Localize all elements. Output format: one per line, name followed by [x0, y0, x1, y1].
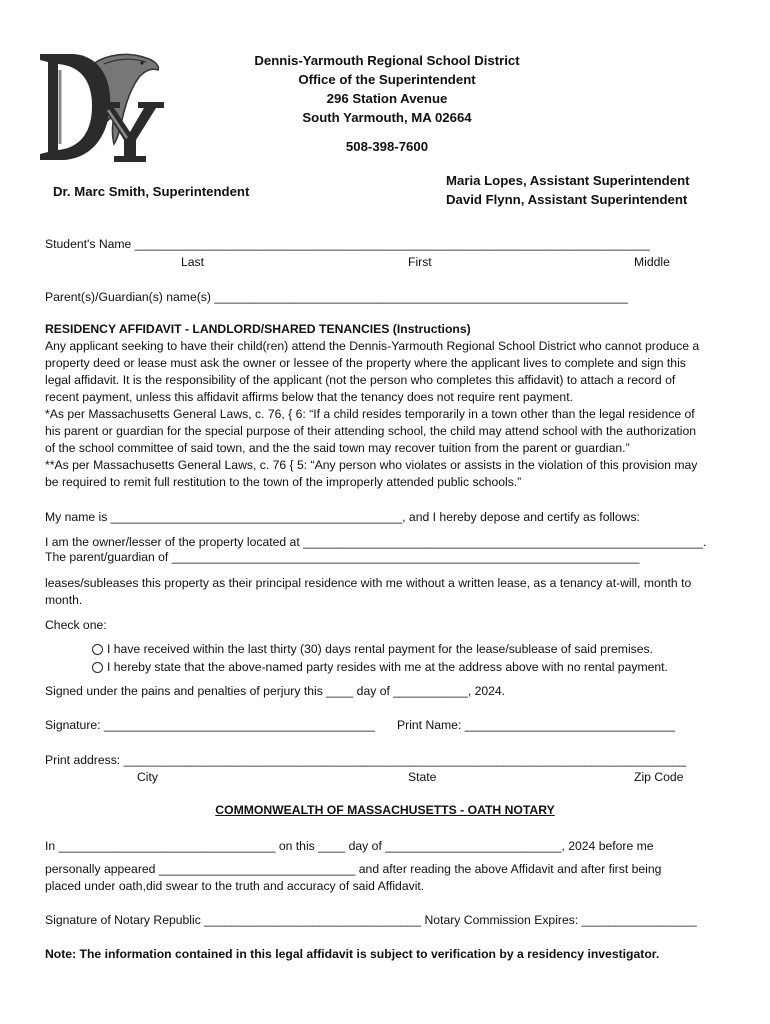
student-name-row — [45, 236, 650, 253]
no-rent-radio[interactable] — [92, 662, 103, 673]
leases-text-line1: leases/subleases this property as their principal residence with me without a written lease, as a tenancy at-will, month to — [45, 576, 692, 590]
instructions-line: *As per Massachusetts General Laws, c. 76, { 6: “If a child resides temporarily in a town other than the legal residence of — [45, 407, 695, 421]
parent-guardian-field[interactable]: The parent/guardian of _____________________________________________________________________ — [45, 550, 640, 564]
instructions-line: of the school committee of said town, and the the said town may recover tuition from the parent or guardian.” — [45, 441, 630, 455]
instructions-line: **As per Massachusetts General Laws, c. 76 { 5: “Any person who violates or assists in the violation of this provision may — [45, 458, 698, 472]
rent-paid-label: I have received within the last thirty (30) days rental payment for the lease/sublease of said premises. — [107, 642, 654, 656]
state-label: State — [408, 770, 437, 784]
my-name-field[interactable]: My name is ___________________________________________, and I hereby depose and certify as follows: — [45, 510, 640, 524]
dy-logo-graphic — [34, 46, 170, 166]
no-rent-label: I hereby state that the above-named party resides with me at the address above with no rental payment. — [107, 660, 668, 674]
instructions-line: be required to remit full restitution to the town of the improperly attended public schools.” — [45, 475, 522, 489]
street-address: 296 Station Avenue — [326, 91, 448, 106]
zip-label: Zip Code — [634, 770, 684, 784]
instructions-line: legal affidavit. It is the responsibility of the applicant (not the person who completes this affidavit) to attach a record of — [45, 373, 676, 387]
instructions-line: his parent or guardian for the special purpose of their attending school, the child may attend school with the authorization — [45, 424, 697, 438]
office-name: Office of the Superintendent — [298, 72, 476, 87]
assistant-superintendent-2: David Flynn, Assistant Superintendent — [446, 192, 688, 207]
parent-name-field[interactable]: _____________________________________________________________ — [214, 290, 628, 304]
print-address-field[interactable]: Print address: ___________________________________________________________________________________ — [45, 753, 687, 767]
assistant-superintendents — [446, 171, 690, 209]
notary-line-1[interactable]: In ________________________________ on this ____ day of __________________________, 2024 before me — [45, 839, 654, 853]
instructions-line: property deed or lease must ask the owner or lessee of the property where the applicant lives to complete and sign this — [45, 356, 686, 370]
notary-signature-field[interactable]: Signature of Notary Republic ________________________________ Notary Commission Expires: _________________ — [45, 913, 697, 927]
signature-field[interactable]: Signature: ________________________________________ — [45, 718, 376, 732]
instructions-line: recent payment, unless this affidavit affirms below that the tenancy does not require rent payment. — [45, 390, 573, 404]
phone-number: 508-398-7600 — [345, 139, 429, 154]
parent-name-row — [45, 289, 628, 306]
city-address: South Yarmouth, MA 02664 — [302, 110, 472, 125]
middle-label: Middle — [634, 255, 670, 269]
leases-text-line2: month. — [45, 593, 83, 607]
letterhead — [190, 51, 584, 156]
signed-date-field[interactable]: Signed under the pains and penalties of perjury this ____ day of ___________, 2024. — [45, 684, 506, 698]
superintendent-name: Dr. Marc Smith, Superintendent — [53, 184, 250, 199]
notary-line-3: placed under oath,did swear to the truth and accuracy of said Affidavit. — [45, 879, 425, 893]
district-name: Dennis-Yarmouth Regional School District — [254, 53, 520, 68]
rent-paid-radio[interactable] — [92, 644, 103, 655]
first-label: First — [408, 255, 432, 269]
check-one-label: Check one: — [45, 618, 107, 632]
option-no-rent[interactable] — [92, 659, 668, 676]
instructions-line: Any applicant seeking to have their child(ren) attend the Dennis-Yarmouth Regional School District who cannot produce a — [45, 339, 700, 353]
option-rent-paid[interactable] — [92, 641, 653, 658]
instructions-body — [45, 338, 735, 491]
district-logo — [34, 46, 170, 166]
property-address-field[interactable]: I am the owner/lesser of the property located at ___________________________________________________________. — [45, 535, 707, 549]
student-name-label: Student's Name — [45, 237, 132, 251]
last-label: Last — [181, 255, 205, 269]
notary-line-2[interactable]: personally appeared _____________________________ and after reading the above Affidavit and after first being — [45, 862, 662, 876]
student-name-field[interactable]: ____________________________________________________________________________ — [134, 237, 650, 251]
notary-title: COMMONWEALTH OF MASSACHUSETTS - OATH NOTARY — [215, 803, 555, 817]
print-name-field[interactable]: Print Name: _______________________________ — [397, 718, 675, 732]
verification-note: Note: The information contained in this legal affidavit is subject to verification by a residency investigator. — [45, 947, 660, 961]
parent-name-label: Parent(s)/Guardian(s) name(s) — [45, 290, 211, 304]
assistant-superintendent-1: Maria Lopes, Assistant Superintendent — [446, 173, 690, 188]
instructions-title: RESIDENCY AFFIDAVIT - LANDLORD/SHARED TENANCIES (Instructions) — [45, 322, 471, 336]
city-label: City — [137, 770, 158, 784]
